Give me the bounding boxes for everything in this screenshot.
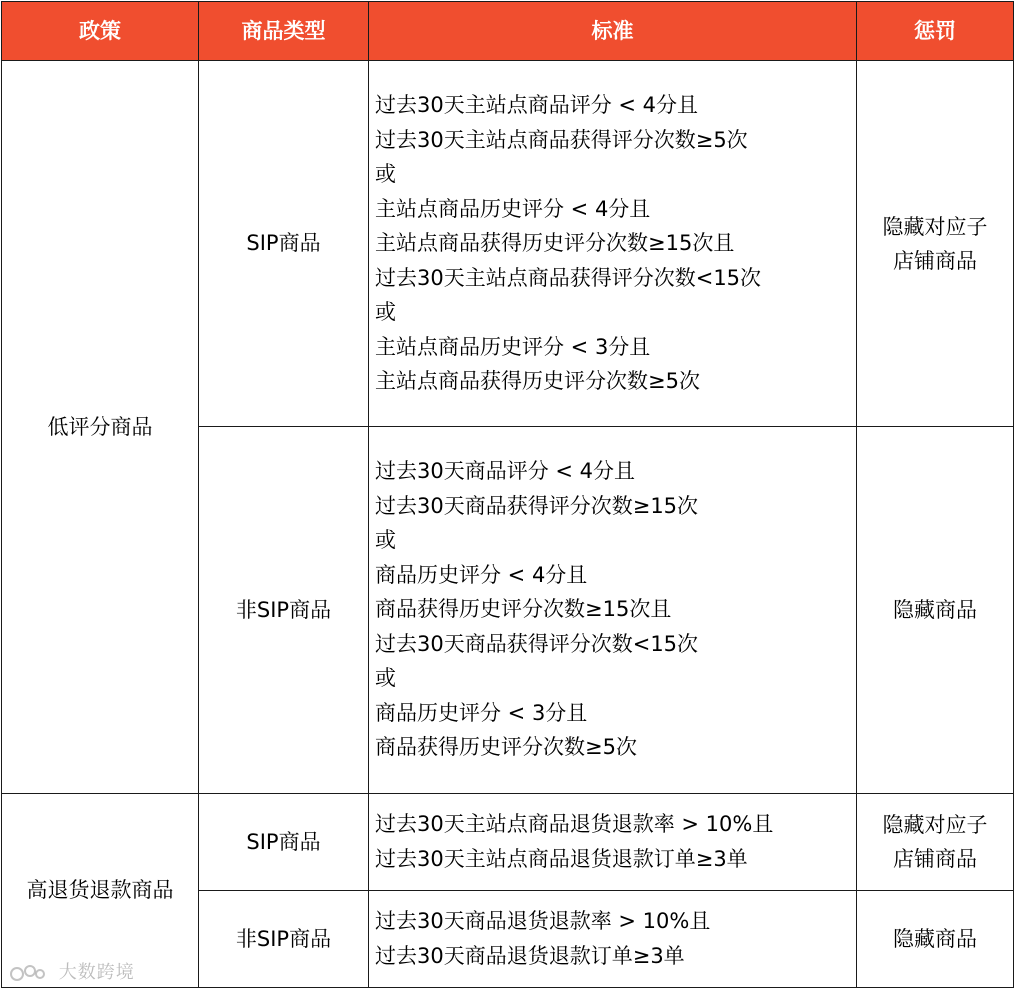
header-product-type: 商品类型 bbox=[199, 2, 369, 61]
penalty-line: 店铺商品 bbox=[893, 248, 977, 273]
watermark-text: 大数跨境 bbox=[58, 962, 135, 983]
criteria-line: 过去30天商品退货退款率 > 10%且 bbox=[375, 909, 711, 933]
criteria-line: 商品历史评分 < 3分且 bbox=[375, 700, 588, 725]
header-penalty: 惩罚 bbox=[857, 2, 1014, 61]
penalty-line: 隐藏商品 bbox=[893, 927, 977, 951]
criteria-cell bbox=[369, 794, 857, 891]
penalty-cell bbox=[857, 61, 1014, 427]
policy-cell-low-rating: 低评分商品 bbox=[2, 61, 199, 794]
policy-cell-high-refund: 高退货退款商品 bbox=[2, 794, 199, 988]
criteria-line: 过去30天商品评分 < 4分且 bbox=[375, 459, 636, 483]
criteria-line: 或 bbox=[375, 300, 396, 324]
criteria-line: 过去30天主站点商品退货退款率 > 10%且 bbox=[375, 812, 774, 836]
criteria-cell bbox=[369, 427, 857, 794]
header-criteria: 标准 bbox=[369, 2, 857, 61]
policy-table bbox=[1, 1, 1014, 988]
criteria-line: 或 bbox=[375, 666, 396, 690]
product-type-cell: 非SIP商品 bbox=[199, 427, 369, 794]
watermark bbox=[10, 958, 135, 984]
criteria-line: 过去30天商品退货退款订单≥3单 bbox=[375, 943, 685, 968]
penalty-line: 隐藏对应子 bbox=[882, 214, 988, 239]
criteria-cell bbox=[369, 891, 857, 988]
header-policy: 政策 bbox=[2, 2, 199, 61]
criteria-line: 过去30天主站点商品退货退款订单≥3单 bbox=[375, 846, 748, 871]
criteria-line: 过去30天主站点商品获得评分次数≥5次 bbox=[375, 127, 748, 152]
penalty-line: 隐藏商品 bbox=[893, 598, 977, 622]
criteria-line: 主站点商品历史评分 < 4分且 bbox=[375, 196, 651, 221]
watermark-logo-icon bbox=[10, 962, 46, 984]
penalty-cell bbox=[857, 794, 1014, 891]
criteria-line: 主站点商品获得历史评分次数≥5次 bbox=[375, 369, 700, 393]
criteria-line: 商品获得历史评分次数≥5次 bbox=[375, 735, 637, 759]
header-row bbox=[2, 2, 1014, 61]
penalty-line: 店铺商品 bbox=[893, 847, 977, 871]
product-type-cell: SIP商品 bbox=[199, 61, 369, 427]
penalty-cell bbox=[857, 427, 1014, 794]
criteria-cell bbox=[369, 61, 857, 427]
product-type-cell: SIP商品 bbox=[199, 794, 369, 891]
product-type-cell: 非SIP商品 bbox=[199, 891, 369, 988]
criteria-line: 商品获得历史评分次数≥15次且 bbox=[375, 597, 672, 621]
criteria-line: 主站点商品历史评分 < 3分且 bbox=[375, 334, 651, 359]
criteria-line: 过去30天主站点商品评分 < 4分且 bbox=[375, 93, 699, 117]
criteria-line: 过去30天主站点商品获得评分次数<15次 bbox=[375, 265, 762, 290]
criteria-line: 过去30天商品获得评分次数<15次 bbox=[375, 631, 699, 656]
criteria-line: 过去30天商品获得评分次数≥15次 bbox=[375, 493, 699, 518]
table-row bbox=[2, 794, 1014, 891]
criteria-line: 或 bbox=[375, 528, 396, 552]
criteria-line: 或 bbox=[375, 162, 396, 186]
penalty-line: 隐藏对应子 bbox=[882, 813, 988, 837]
criteria-line: 商品历史评分 < 4分且 bbox=[375, 562, 588, 587]
table-row bbox=[2, 61, 1014, 427]
penalty-cell bbox=[857, 891, 1014, 988]
criteria-line: 主站点商品获得历史评分次数≥15次且 bbox=[375, 231, 735, 255]
